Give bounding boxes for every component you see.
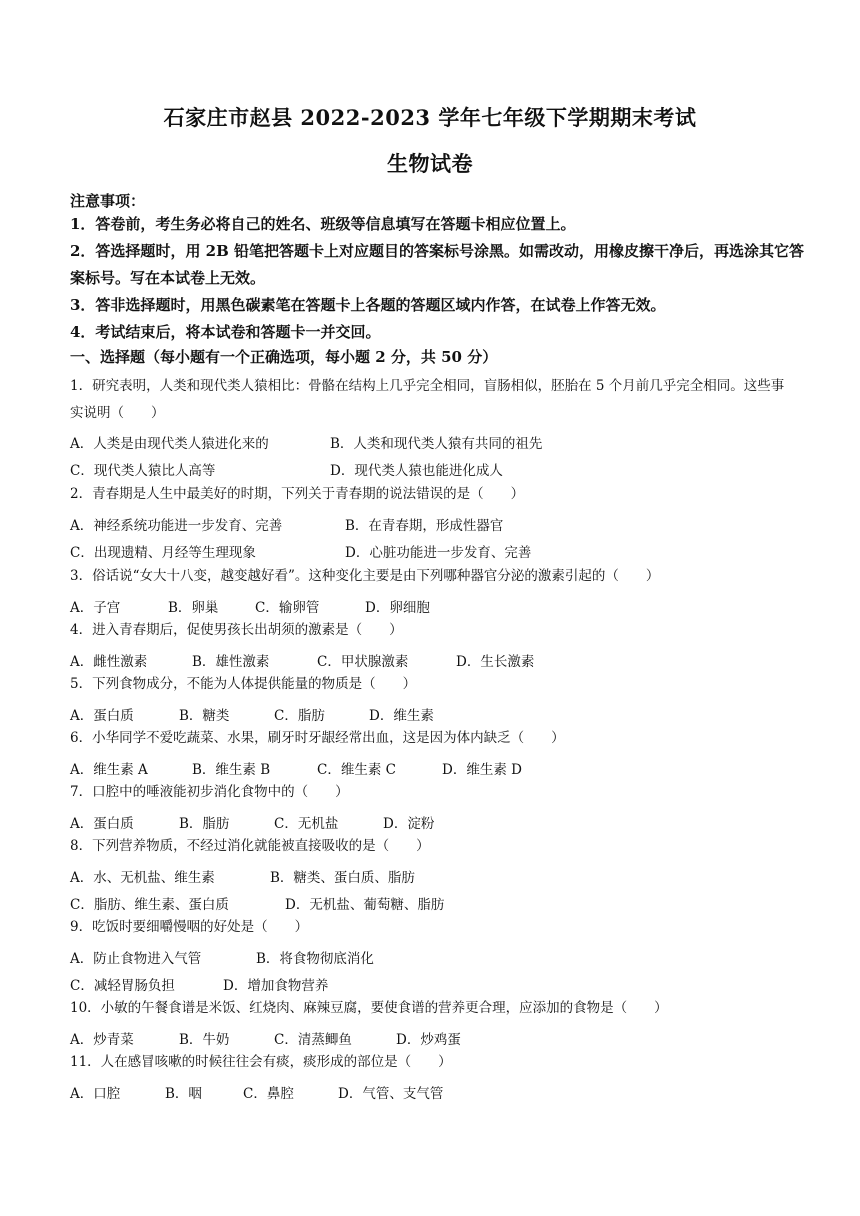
option: D．维生素 D — [442, 762, 522, 778]
option: C．现代类人猿比人高等 — [70, 463, 216, 479]
option: B．人类和现代类人猿有共同的祖先 — [330, 436, 543, 452]
option: A．子宫 — [70, 600, 121, 616]
option: D．维生素 — [369, 708, 434, 724]
question-stem: 7．口腔中的唾液能初步消化食物中的（ ） — [70, 784, 349, 800]
notes-heading: 注意事项： — [70, 192, 146, 210]
option: D．增加食物营养 — [223, 978, 329, 994]
option: D．心脏功能进一步发育、完善 — [345, 545, 532, 561]
option: C．甲状腺激素 — [317, 654, 409, 670]
option: B．牛奶 — [179, 1032, 230, 1048]
option: C．输卵管 — [255, 600, 320, 616]
option: C．减轻胃肠负担 — [70, 978, 175, 994]
option: B．雄性激素 — [192, 654, 270, 670]
option: B．在青春期，形成性器官 — [345, 518, 504, 534]
question-options — [70, 514, 503, 534]
question-options — [70, 596, 430, 616]
exam-title: 石家庄市赵县 2022-2023 学年七年级下学期期末考试 — [163, 105, 697, 130]
option: B．维生素 B — [192, 762, 271, 778]
section-heading: 一、选择题（每小题有一个正确选项，每小题 2 分，共 50 分） — [70, 348, 498, 366]
question-stem: 2．青春期是人生中最美好的时期，下列关于青春期的说法错误的是（ ） — [70, 486, 525, 502]
question-stem: 4．进入青春期后，促使男孩长出胡须的激素是（ ） — [70, 622, 403, 638]
option: A．水、无机盐、维生素 — [70, 870, 215, 886]
question-options — [70, 650, 534, 670]
question-stem: 6．小华同学不爱吃蔬菜、水果，刷牙时牙龈经常出血，这是因为体内缺乏（ ） — [70, 730, 565, 746]
option: D．气管、支气管 — [338, 1086, 444, 1102]
option: A．雌性激素 — [70, 654, 148, 670]
exam-subtitle: 生物试卷 — [387, 151, 473, 176]
option: D．无机盐、葡萄糖、脂肪 — [285, 897, 445, 913]
note-item: 3．答非选择题时，用黑色碳素笔在答题卡上各题的答题区域内作答，在试卷上作答无效。 — [70, 296, 666, 314]
question-options — [70, 432, 542, 452]
option: C．维生素 C — [317, 762, 396, 778]
question-options — [70, 1082, 443, 1102]
option: A．神经系统功能进一步发育、完善 — [70, 518, 283, 534]
question-options — [70, 541, 531, 561]
note-item: 4．考试结束后，将本试卷和答题卡一并交回。 — [70, 323, 381, 341]
question-options — [70, 1028, 461, 1048]
option: A．炒青菜 — [70, 1032, 134, 1048]
option: A．蛋白质 — [70, 708, 134, 724]
question-stem: 5．下列食物成分，不能为人体提供能量的物质是（ ） — [70, 676, 417, 692]
question-options — [70, 758, 522, 778]
question-options — [70, 866, 415, 886]
option: B．糖类、蛋白质、脂肪 — [270, 870, 415, 886]
option: C．脂肪、维生素、蛋白质 — [70, 897, 229, 913]
option: D．炒鸡蛋 — [396, 1032, 461, 1048]
option: D．淀粉 — [383, 816, 435, 832]
option: B．将食物彻底消化 — [256, 951, 374, 967]
question-options — [70, 704, 434, 724]
question-options — [70, 459, 503, 479]
question-stem: 11．人在感冒咳嗽的时候往往会有痰，痰形成的部位是（ ） — [70, 1054, 452, 1070]
option: C．无机盐 — [274, 816, 339, 832]
question-options — [70, 947, 374, 967]
note-item: 1．答卷前，考生务必将自己的姓名、班级等信息填写在答题卡相应位置上。 — [70, 215, 576, 233]
option: A．人类是由现代类人猿进化来的 — [70, 436, 269, 452]
option: A．口腔 — [70, 1086, 121, 1102]
question-stem: 9．吃饭时要细嚼慢咽的好处是（ ） — [70, 919, 309, 935]
question-stem: 8．下列营养物质，不经过消化就能被直接吸收的是（ ） — [70, 838, 430, 854]
option: A．维生素 A — [70, 762, 148, 778]
option: C．脂肪 — [274, 708, 325, 724]
option: D．生长激素 — [456, 654, 535, 670]
question-stem: 3．俗话说“女大十八变，越变越好看”。这种变化主要是由下列哪种器官分泌的激素引起的（ ） — [70, 568, 660, 584]
option: B．脂肪 — [179, 816, 230, 832]
option: A．防止食物进入气管 — [70, 951, 202, 967]
question-options — [70, 974, 328, 994]
option: C．出现遗精、月经等生理现象 — [70, 545, 256, 561]
option: B．咽 — [165, 1086, 202, 1102]
option: B．卵巢 — [168, 600, 219, 616]
option: C．清蒸鲫鱼 — [274, 1032, 352, 1048]
option: C．鼻腔 — [243, 1086, 294, 1102]
question-options — [70, 812, 434, 832]
option: B．糖类 — [179, 708, 230, 724]
question-stem: 10．小敏的午餐食谱是米饭、红烧肉、麻辣豆腐，要使食谱的营养更合理，应添加的食物是（ ） — [70, 1000, 668, 1016]
option: D．卵细胞 — [365, 600, 430, 616]
option: D．现代类人猿也能进化成人 — [330, 463, 503, 479]
option: A．蛋白质 — [70, 816, 134, 832]
note-item: 2．答选择题时，用 2B 铅笔把答题卡上对应题目的答案标号涂黑。如需改动，用橡皮擦干净后，再选涂其它答案标号。写在本试卷上无效。 — [70, 242, 805, 287]
question-options — [70, 893, 444, 913]
question-stem: 1．研究表明，人类和现代类人猿相比：骨骼在结构上几乎完全相同，盲肠相似，胚胎在 5 个月前几乎完全相同。这些事实说明（ ） — [70, 378, 785, 421]
